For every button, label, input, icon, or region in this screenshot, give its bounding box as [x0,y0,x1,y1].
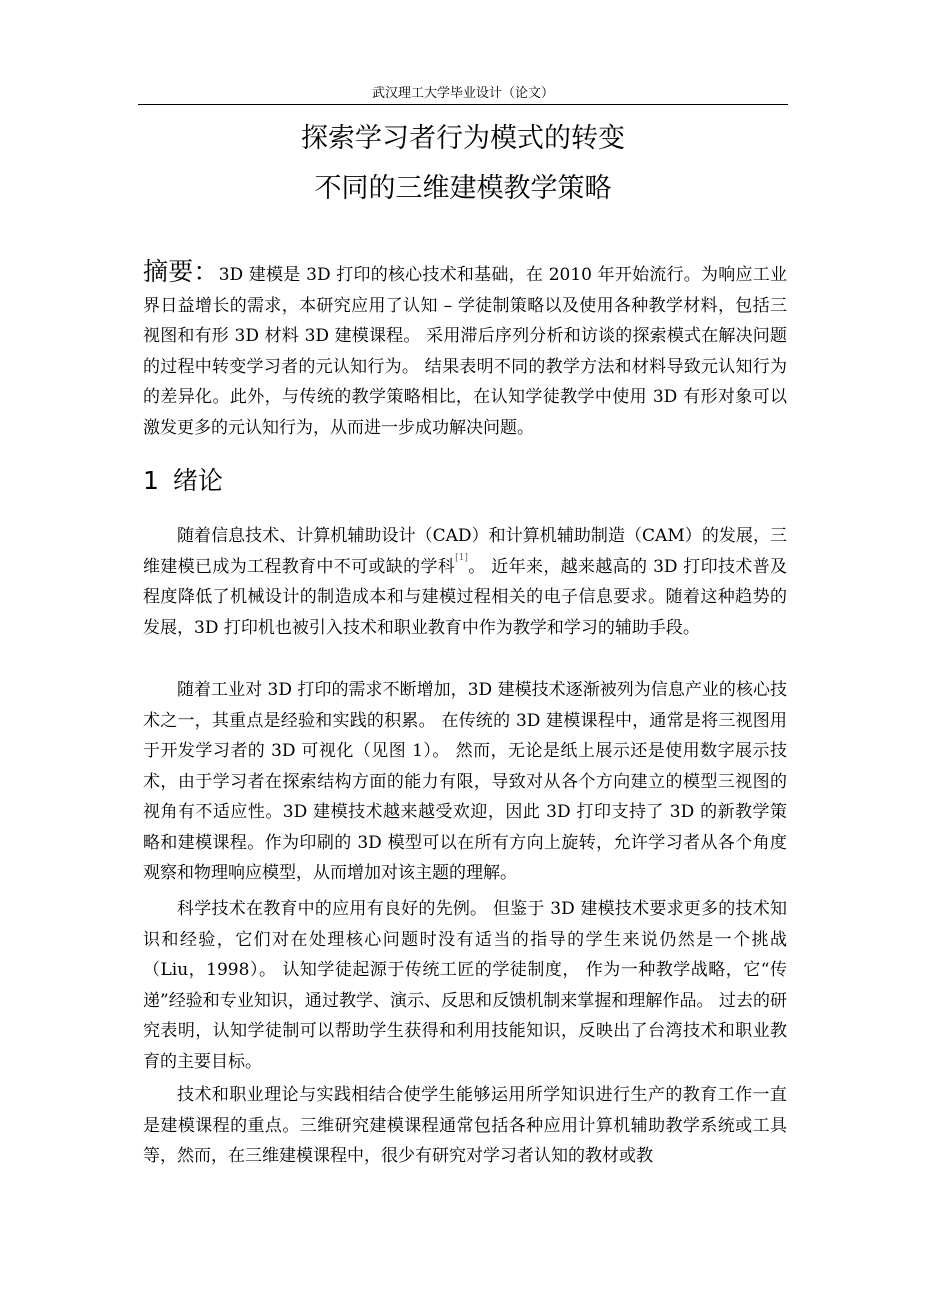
header-rule [138,104,788,105]
section-number: 1 [143,466,159,495]
abstract [143,257,787,443]
running-header: 武汉理工大学毕业设计（论文） [371,86,554,101]
citation-link[interactable]: [1] [455,552,468,563]
paragraph-1-text-b: 。 近年来，越来越高的 3D 打印技术普及程度降低了机械设计的制造成本和与建模过程相关的电子信息要求。随着这种趋势的发展，3D 打印机也被引入技术和职业教育中作为教学和学习的辅助手段。 [143,556,787,638]
paragraph-4: 技术和职业理论与实践相结合使学生能够运用所学知识进行生产的教育工作一直是建模课程的重点。三维研究建模课程通常包括各种应用计算机辅助教学系统或工具等，然而，在三维建模课程中，很少有研究对学习者认知的教材或教 [143,1085,787,1166]
title-line-1: 探索学习者行为模式的转变 [301,123,625,154]
abstract-text: 3D 建模是 3D 打印的核心技术和基础，在 2010 年开始流行。为响应工业界日益增长的需求，本研究应用了认知 – 学徒制策略以及使用各种教学材料，包括三视图和有形 3D 材料 3D 建模课程。 采用滞后序列分析和访谈的探索模式在解决问题的过程中转变学习者的元认知行为。 结果表明不同的教学方法和材料导致元认知行为的差异化。此外，与传统的教学策略相比，在认知学徒教学中使用 3D 有形对象可以激发更多的元认知行为，从而进一步成功解决问题。 [143,265,787,438]
title-line-2: 不同的三维建模教学策略 [314,173,612,204]
section-heading [143,464,223,498]
paragraph-1-text-a: 随着信息技术、计算机辅助设计（CAD）和计算机辅助制造（CAM）的发展，三维建模已成为工程教育中不可或缺的学科 [143,526,787,577]
abstract-label: 摘要： [143,257,219,286]
section-title: 绪论 [172,466,223,495]
paragraph-1 [143,521,787,643]
paragraph-2: 随着工业对 3D 打印的需求不断增加，3D 建模技术逐渐被列为信息产业的核心技术之一，其重点是经验和实践的积累。 在传统的 3D 建模课程中，通常是将三视图用于开发学习者的 3D 可视化（见图 1）。 然而，无论是纸上展示还是使用数字展示技术，由于学习者在探索结构方面的能力有限，导致对从各个方向建立的模型三视图的视角有不适应性。3D 建模技术越来越受欢迎，因此 3D 打印支持了 3D 的新教学策略和建模课程。作为印刷的 3D 模型可以在所有方向上旋转，允许学习者从各个角度观察和物理响应模型，从而增加对该主题的理解。 [143,680,787,883]
paragraph-3: 科学技术在教育中的应用有良好的先例。 但鉴于 3D 建模技术要求更多的技术知识和经验，它们对在处理核心问题时没有适当的指导的学生来说仍然是一个挑战（Liu，1998）。 认知学徒起源于传统工匠的学徒制度， 作为一种教学战略，它“传递”经验和专业知识，通过教学、演示、反思和反馈机制来掌握和理解作品。 过去的研究表明，认知学徒制可以帮助学生获得和利用技能知识，反映出了台湾技术和职业教育的主要目标。 [143,899,787,1072]
